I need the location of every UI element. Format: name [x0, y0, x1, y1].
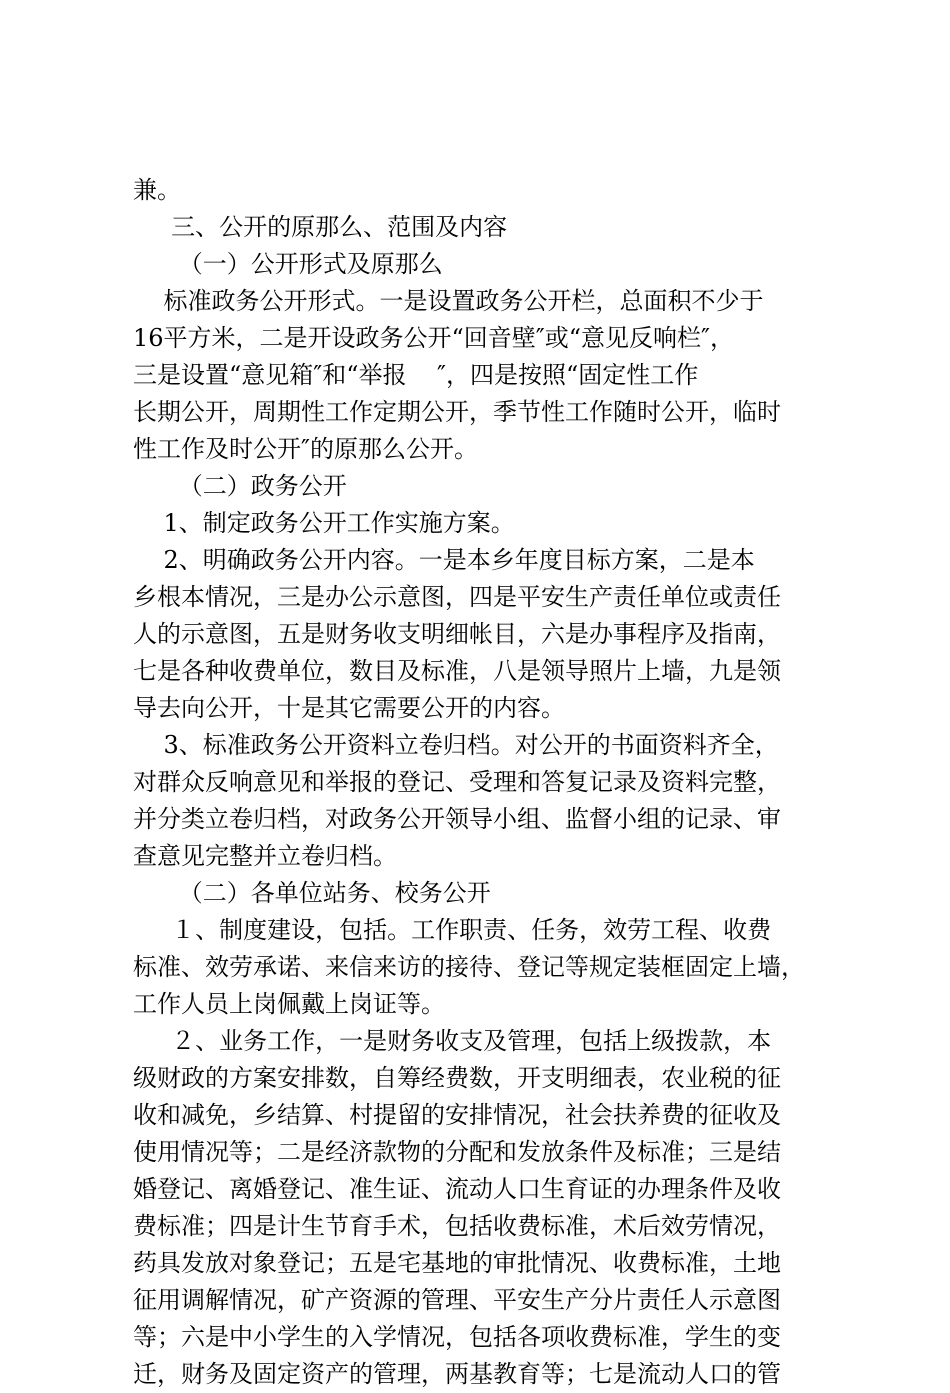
subsection-heading: （二）政务公开	[133, 472, 347, 500]
text-line: 对群众反响意见和举报的登记、受理和答复记录及资料完整，	[133, 768, 781, 796]
text-line: 并分类立卷归档，对政务公开领导小组、监督小组的记录、审	[133, 805, 781, 833]
text-line: 人的示意图，五是财务收支明细帐目，六是办事程序及指南，	[133, 620, 781, 648]
text-line: 16平方米，二是开设政务公开“回音壁″或“意见反响栏″，	[133, 324, 735, 352]
text-line: 标准政务公开形式。一是设置政务公开栏，总面积不少于	[133, 287, 764, 315]
text-line: 七是各种收费单位，数目及标准，八是领导照片上墙，九是领	[133, 657, 781, 685]
text-line: 收和减免，乡结算、村提留的安排情况，社会扶养费的征收及	[133, 1101, 781, 1129]
text-line: 性工作及时公开″的原那么公开。	[133, 435, 478, 463]
text-line: 三是设置“意见箱″和“举报 ″，四是按照“固定性工作	[133, 361, 699, 389]
text-line: 药具发放对象登记；五是宅基地的审批情况、收费标准，土地	[133, 1249, 781, 1277]
subsection-heading: （二）各单位站务、校务公开	[133, 879, 491, 907]
text-line: 兼。	[133, 176, 181, 204]
document-body	[133, 172, 823, 1393]
text-line: 等；六是中小学生的入学情况，包括各项收费标准，学生的变	[133, 1323, 781, 1351]
text-line: 查意见完整并立卷归档。	[133, 842, 397, 870]
text-line: 征用调解情况，矿产资源的管理、平安生产分片责任人示意图	[133, 1286, 781, 1314]
text-line: ２、业务工作，一是财务收支及管理，包括上级拨款，本	[133, 1027, 772, 1055]
text-line: 婚登记、离婚登记、准生证、流动人口生育证的办理条件及收	[133, 1175, 781, 1203]
text-line: 长期公开，周期性工作定期公开，季节性工作随时公开，临时	[133, 398, 781, 426]
subsection-heading: （一）公开形式及原那么	[133, 250, 443, 278]
text-line: 乡根本情况，三是办公示意图，四是平安生产责任单位或责任	[133, 583, 781, 611]
text-line: 导去向公开，十是其它需要公开的内容。	[133, 694, 565, 722]
text-line: 级财政的方案安排数，自筹经费数，开支明细表，农业税的征	[133, 1064, 781, 1092]
text-line: 迁，财务及固定资产的管理，两基教育等；七是流动人口的管	[133, 1360, 781, 1388]
text-line: 费标准；四是计生节育手术，包括收费标准，术后效劳情况，	[133, 1212, 781, 1240]
text-line: 工作人员上岗佩戴上岗证等。	[133, 990, 445, 1018]
text-line: 2、明确政务公开内容。一是本乡年度目标方案，二是本	[133, 546, 755, 574]
text-line: 使用情况等；二是经济款物的分配和发放条件及标准；三是结	[133, 1138, 781, 1166]
text-line: 标准、效劳承诺、来信来访的接待、登记等规定装框固定上墙，	[133, 953, 805, 981]
section-heading: 三、公开的原那么、范围及内容	[133, 213, 508, 241]
text-line: 1、制定政务公开工作实施方案。	[133, 509, 515, 537]
text-line: 3、标准政务公开资料立卷归档。对公开的书面资料齐全，	[133, 731, 779, 759]
text-line: １、制度建设，包括。工作职责、任务，效劳工程、收费	[133, 916, 772, 944]
